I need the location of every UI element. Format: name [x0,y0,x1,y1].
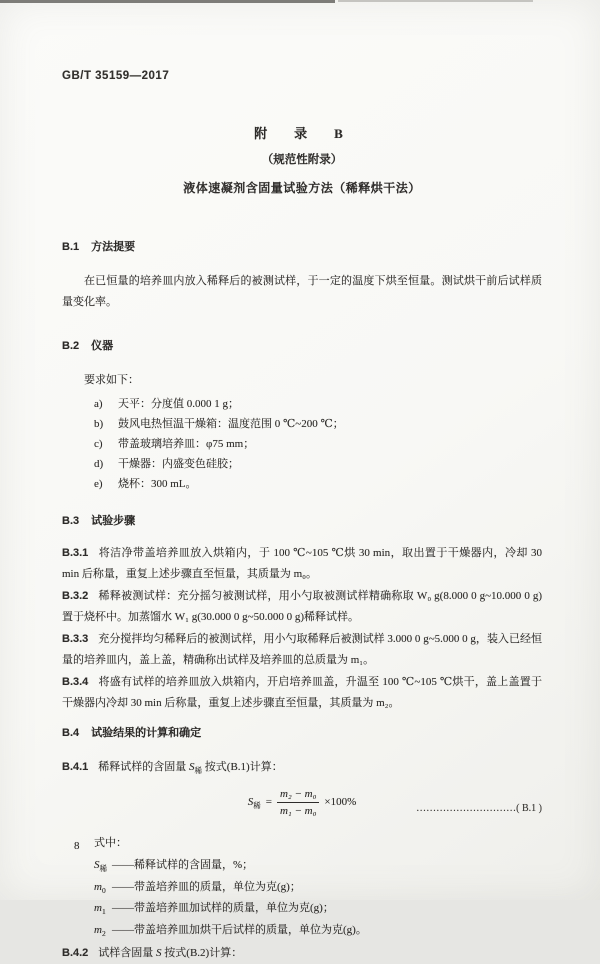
symbol-S-dilute: S [189,761,195,773]
appendix-type: （规范性附录） [261,154,343,166]
item-text: 天平：分度值 0.000 1 g； [118,398,239,410]
symbol-subscript: 0 [101,885,106,895]
equipment-item [62,454,542,474]
page-number: 8 [74,840,80,852]
formula-lhs-base: S [247,796,254,808]
page-content [62,0,542,964]
section-number: B.2 [62,340,80,352]
clause-number: B.3.1 [62,547,89,559]
equipment-list [62,394,542,494]
symbol-base: m [94,880,102,893]
symbol-base: m [94,902,102,914]
definition-symbol [94,898,112,920]
item-label: a) [94,398,103,410]
b3-clauses [62,543,542,714]
symbol-base: m [94,923,102,936]
clause-text: 将盛有试样的培养皿放入烘箱内，开启培养皿盖，升温至 100 ℃~105 ℃烘干，盖上盖置于干燥器内冷却 30 min 后称量，重复上述步骤直至恒量，其质量为 m₂。 [62,676,542,709]
clause-b4-2 [62,943,542,964]
clause-number: B.4.2 [62,947,89,959]
clause-text: 充分搅拌均匀稀释后的被测试样，用小勺取稀释后被测试样 3.000 0 g~5.000 0 g，装入已经恒量的培养皿内，盖上盖，精确称出试样及培养皿的总质量为 m₁。 [62,633,542,666]
clause-text: 稀释被测试样：充分摇匀被测试样，用小勺取被测试样精确称取 W₀ g(8.000 0 g~10.000 0 g)置于烧杯中。加蒸馏水 W₁ g(30.000 0 g~50.000 0 g)稀释试样。 [62,590,542,623]
appendix-title-block [62,123,542,199]
item-text: 鼓风电热恒温干燥箱：温度范围 0 ℃~200 ℃； [118,418,344,430]
clause-text-pre: 试样含固量 [98,947,157,959]
equation-number: ( B.1 ) [516,803,542,814]
item-text: 带盖玻璃培养皿：φ75 mm； [118,438,255,450]
definition-row [62,855,542,877]
clause-text-pre: 稀释试样的含固量 [98,761,190,773]
b1-paragraph: 在已恒量的培养皿内放入稀释后的被测试样，于一定的温度下烘至恒量。测试烘干前后试样质量变化率。 [62,275,542,308]
appendix-name: 液体速凝剂含固量试验方法（稀释烘干法） [183,181,421,195]
formula-lhs [248,792,261,813]
appendix-title: 附 录 B [254,126,350,141]
clause-number: B.3.4 [62,676,89,688]
section-title: 仪器 [91,340,114,352]
symbol-subscript: 2 [101,928,106,938]
clause-text [98,761,283,776]
clause-b3-3 [62,629,542,671]
definition-symbol [94,855,112,877]
section-number: B.4 [62,727,80,739]
definition-symbol [94,920,112,942]
fraction-numerator: m₂ − m₀ [277,787,319,803]
definition-row [62,898,542,920]
item-text: 干燥器：内盛变色硅胶； [118,458,239,470]
clause-number: B.4.1 [62,761,89,773]
b2-intro: 要求如下： [84,374,139,386]
section-number: B.1 [62,241,80,253]
formula-expression [248,787,357,818]
item-label: b) [94,418,104,430]
definition-symbol [94,877,112,899]
symbol-subscript: 1 [101,907,106,917]
equipment-item [62,474,542,494]
item-label: d) [94,458,104,470]
clause-b3-1 [62,543,542,585]
clause-b3-2 [62,586,542,628]
section-number: B.3 [62,515,80,527]
section-heading-b1 [62,237,542,258]
equals-sign: = [265,796,272,808]
clause-text-post: 按式(B.1)计算： [202,761,283,773]
formula-multiplier: ×100% [324,796,357,808]
section-title: 方法提要 [91,241,136,253]
clause-b4-1 [62,757,542,778]
item-label: e) [94,478,103,490]
section-title: 试验步骤 [91,515,136,527]
section-heading-b2 [62,336,542,357]
symbol-definitions [62,855,542,941]
clause-number: B.3.3 [62,633,89,645]
symbol-subscript: 稀 [99,864,107,874]
definition-text: ——带盖培养皿加试样的质量，单位为克(g)； [112,902,334,914]
clause-b3-4 [62,672,542,714]
definition-text: ——带盖培养皿加烘干后试样的质量，单位为克(g)。 [112,923,367,936]
clause-text [98,947,242,959]
formula-lhs-subscript: 稀 [253,801,261,811]
symbol-base: S [94,859,100,871]
fraction [277,787,319,818]
definition-text: ——带盖培养皿的质量，单位为克(g)； [112,880,301,893]
leader-dots: ………………………… [416,803,517,814]
definition-text: ——稀释试样的含固量，%； [112,859,254,871]
section-title: 试验结果的计算和确定 [91,727,202,739]
formula-b1 [62,787,542,825]
item-label: c) [94,438,103,450]
definition-row [62,877,542,899]
equation-leader [416,798,542,819]
section-heading-b4 [62,723,542,744]
symbol-S: S [156,947,162,959]
definition-row [62,920,542,942]
where-label: 式中： [94,837,127,849]
section-heading-b3 [62,511,542,532]
clause-text: 将洁净带盖培养皿放入烘箱内，于 100 ℃~105 ℃烘 30 min，取出置于干燥器内，冷却 30 min 后称量，重复上述步骤直至恒量，其质量为 m₀。 [62,547,542,580]
equipment-item [62,434,542,454]
item-text: 烧杯：300 mL。 [118,478,197,490]
clause-text-post: 按式(B.2)计算： [161,947,243,959]
symbol-subscript: 稀 [194,766,203,776]
equipment-item [62,394,542,414]
equipment-item [62,414,542,434]
clause-number: B.3.2 [62,590,89,602]
standard-number: GB/T 35159—2017 [62,70,170,82]
fraction-denominator: m₁ − m₀ [279,805,317,817]
